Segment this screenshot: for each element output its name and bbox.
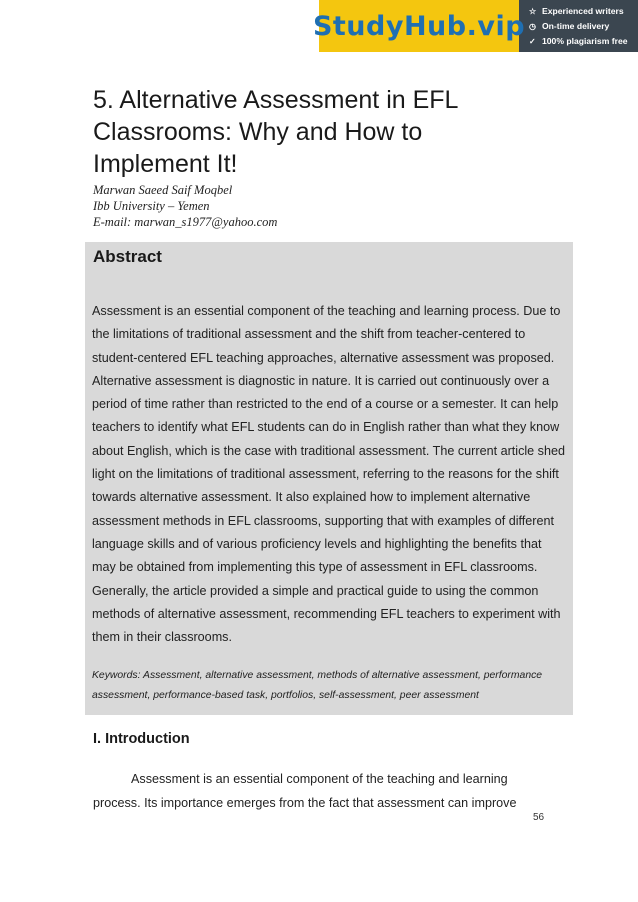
abstract-text: Assessment is an essential component of the teaching and learning process. Due to the limitations of traditional assessment and the shift from teacher-centered to student-centered EFL teaching approaches, alternative assessment was proposed. Alternative assessment is diagnostic in nature. It is carried out continuously over a period of time rather than restricted to the end of a course or a semester. It can help teachers to identify what EFL students can do in English rather than what they know about English, which is the case with traditional assessment. The current article shed light on the limitations of traditional assessment, referring to the reasons for the shift towards alternative assessment. It also explained how to implement alternative assessment methods in EFL classrooms, supporting that with examples of different language skills and of various proficiency levels and highlighting the benefits that may be obtained from implementing this type of assessment in EFL classrooms. Generally, the article provided a simple and practical guide to using the common methods of alternative assessment, recommending EFL teachers to experiment with them in their classrooms. [92,304,565,645]
feature-list [519,0,628,52]
abstract-box [85,242,573,715]
clock-icon: ◷ [529,22,536,31]
article-title: 5. Alternative Assessment in EFL Classrooms: Why and How to Implement It! [93,86,459,178]
section-heading-introduction: I. Introduction [93,731,190,747]
keywords: Keywords: Assessment, alternative assessment, methods of alternative assessment, performance assessment, performance-based task, portfolios, self-assessment, peer assessment [92,670,543,701]
author-email: E-mail: marwan_s1977@yahoo.com [93,215,278,229]
studyhub-logo[interactable]: StudyHub.vip [319,0,519,52]
ad-banner[interactable] [312,0,638,52]
author-block [93,182,393,230]
author-affiliation: Ibb University – Yemen [93,199,210,213]
feature-item: ☆ Experienced writers [529,4,628,19]
page-number: 56 [533,812,545,823]
feature-item: ◷ On-time delivery [529,19,628,34]
introduction-text: Assessment is an essential component of the teaching and learning process. Its importance emerges from the fact that assessment can improve [93,772,517,810]
star-icon: ☆ [529,7,537,16]
document-check-icon: ✓ [529,37,536,46]
author-name: Marwan Saeed Saif Moqbel [93,183,233,197]
abstract-heading: Abstract [93,247,162,266]
feature-item: ✓ 100% plagiarism free [529,34,628,49]
